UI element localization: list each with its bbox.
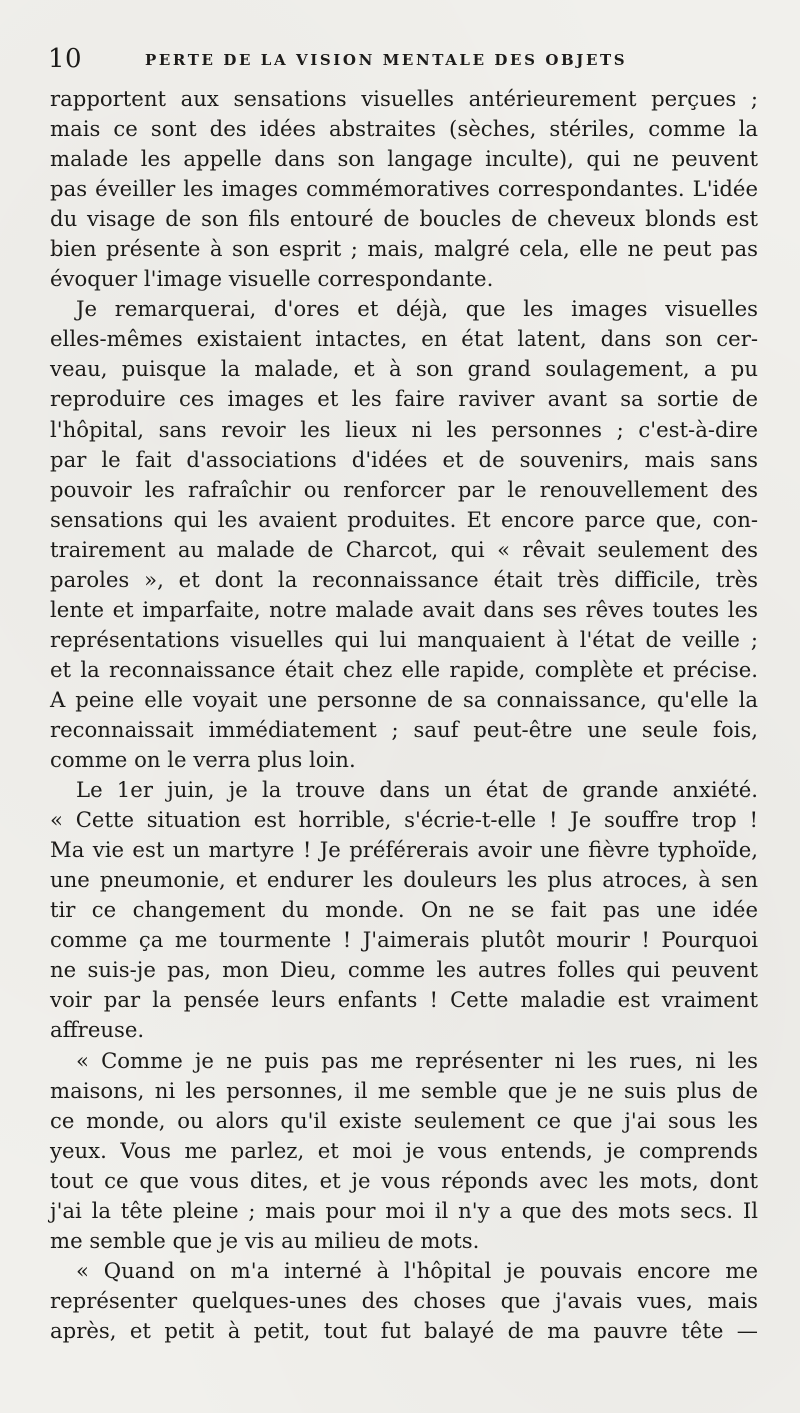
text-line: malade les appelle dans son langage inculte), qui ne peuvent	[50, 146, 758, 172]
running-head	[40, 42, 760, 76]
text-line: affreuse.	[50, 1017, 145, 1043]
text-line: j'ai la tête pleine ; mais pour moi il n'y a que des mots secs. Il	[50, 1197, 758, 1223]
text-line: Je remarquerai, d'ores et déjà, que les images visuelles	[76, 296, 758, 322]
text-line: voir par la pensée leurs enfants ! Cette maladie est vraiment	[50, 987, 758, 1013]
text-line: Ma vie est un martyre ! Je préférerais avoir une fièvre typhoïde,	[50, 837, 758, 863]
text-line: trairement au malade de Charcot, qui « rêvait seulement des	[50, 536, 758, 562]
text-line: paroles », et dont la reconnaissance était très difficile, très	[50, 566, 758, 592]
text-line: et la reconnaissance était chez elle rapide, complète et précise.	[50, 656, 758, 682]
text-line: A peine elle voyait une personne de sa connaissance, qu'elle la	[50, 686, 758, 712]
running-title: PERTE DE LA VISION MENTALE DES OBJETS	[145, 51, 628, 69]
text-line: mais ce sont des idées abstraites (sèches, stériles, comme la	[50, 116, 758, 142]
text-line: ce monde, ou alors qu'il existe seulement ce que j'ai sous les	[50, 1107, 758, 1133]
text-line: « Quand on m'a interné à l'hôpital je pouvais encore me	[76, 1257, 758, 1283]
text-line: maisons, ni les personnes, il me semble que je ne suis plus de	[50, 1077, 758, 1103]
text-line: yeux. Vous me parlez, et moi je vous entends, je comprends	[50, 1137, 758, 1163]
text-line: « Cette situation est horrible, s'écrie-t-elle ! Je souffre trop !	[50, 807, 758, 833]
text-line: rapportent aux sensations visuelles antérieurement perçues ;	[50, 86, 758, 111]
text-line: représentations visuelles qui lui manquaient à l'état de veille ;	[50, 626, 758, 652]
text-line: l'hôpital, sans revoir les lieux ni les personnes ; c'est-à-dire	[50, 416, 758, 442]
text-line: comme on le verra plus loin.	[50, 747, 356, 773]
text-line: pouvoir les rafraîchir ou renforcer par le renouvellement des	[50, 476, 758, 502]
text-line: par le fait d'associations d'idées et de souvenirs, mais sans	[50, 446, 758, 472]
text-line: comme ça me tourmente ! J'aimerais plutôt mourir ! Pourquoi	[50, 927, 758, 953]
text-line: tout ce que vous dites, et je vous réponds avec les mots, dont	[50, 1167, 758, 1193]
text-line: bien présente à son esprit ; mais, malgré cela, elle ne peut pas	[50, 236, 758, 262]
text-line: veau, puisque la malade, et à son grand soulagement, a pu	[50, 356, 758, 382]
text-line: représenter quelques-unes des choses que j'avais vues, mais	[50, 1287, 758, 1313]
text-line: sensations qui les avaient produites. Et encore parce que, con-	[50, 506, 758, 532]
text-line: reproduire ces images et les faire raviver avant sa sortie de	[50, 386, 758, 412]
text-line: reconnaissait immédiatement ; sauf peut-être une seule fois,	[50, 716, 758, 742]
text-line: « Comme je ne puis pas me représenter ni les rues, ni les	[76, 1047, 758, 1073]
text-line: Le 1er juin, je la trouve dans un état de grande anxiété.	[76, 777, 758, 803]
text-line: du visage de son fils entouré de boucles de cheveux blonds est	[50, 206, 758, 232]
text-line: pas éveiller les images commémoratives correspondantes. L'idée	[50, 176, 758, 202]
text-line: lente et imparfaite, notre malade avait dans ses rêves toutes les	[50, 596, 758, 622]
text-line: ne suis-je pas, mon Dieu, comme les autres folles qui peuvent	[50, 957, 758, 983]
page-number: 10	[48, 44, 83, 74]
body-text	[50, 84, 758, 1404]
text-line: me semble que je vis au milieu de mots.	[50, 1227, 480, 1253]
text-line: elles-mêmes existaient intactes, en état latent, dans son cer-	[50, 326, 758, 352]
text-line: tir ce changement du monde. On ne se fait pas une idée	[50, 897, 758, 923]
text-line: évoquer l'image visuelle correspondante.	[50, 266, 494, 292]
text-line: une pneumonie, et endurer les douleurs les plus atroces, à sen	[50, 867, 758, 893]
text-line: après, et petit à petit, tout fut balayé de ma pauvre tête —	[50, 1317, 758, 1343]
